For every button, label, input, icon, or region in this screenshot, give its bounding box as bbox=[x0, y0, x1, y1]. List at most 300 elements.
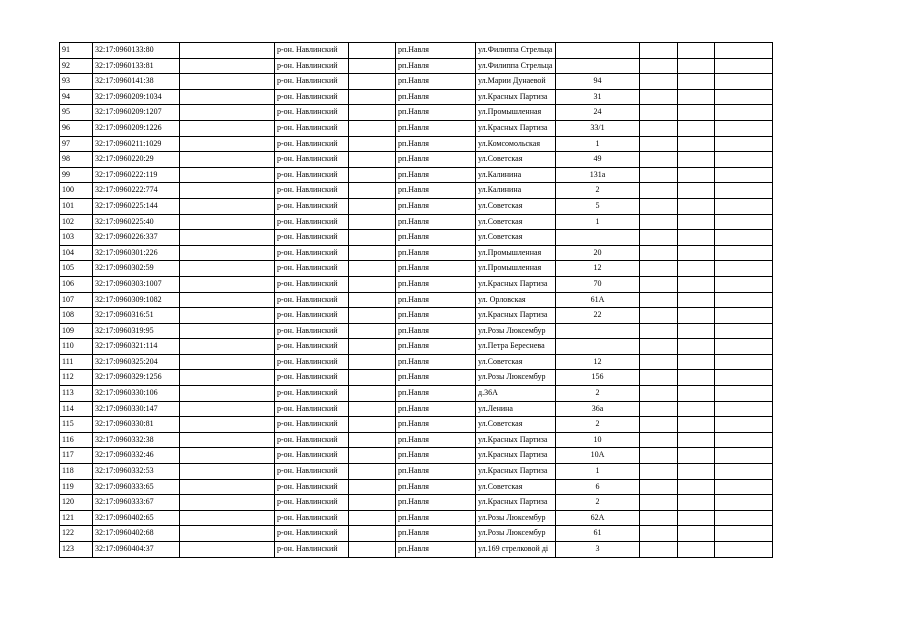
table-row bbox=[60, 432, 773, 448]
empty-cell bbox=[180, 479, 275, 495]
empty-cell bbox=[349, 526, 396, 542]
table-row bbox=[60, 245, 773, 261]
empty-cell bbox=[715, 292, 773, 308]
empty-cell bbox=[640, 183, 678, 199]
street-cell: ул.Советская bbox=[476, 152, 556, 168]
empty-cell bbox=[180, 448, 275, 464]
cadastral-number-cell: 32:17:0960133:81 bbox=[93, 58, 180, 74]
cadastral-number-cell: 32:17:0960332:53 bbox=[93, 464, 180, 480]
table-row bbox=[60, 152, 773, 168]
row-number-cell: 109 bbox=[60, 323, 93, 339]
empty-cell bbox=[678, 526, 715, 542]
row-number-cell: 106 bbox=[60, 276, 93, 292]
cadastral-number-cell: 32:17:0960209:1226 bbox=[93, 120, 180, 136]
row-number-cell: 101 bbox=[60, 198, 93, 214]
cadastral-number-cell: 32:17:0960332:46 bbox=[93, 448, 180, 464]
house-number-cell: 61 bbox=[556, 526, 640, 542]
empty-cell bbox=[349, 401, 396, 417]
settlement-cell: рп.Навля bbox=[396, 323, 476, 339]
empty-cell bbox=[640, 105, 678, 121]
street-cell: ул.Советская bbox=[476, 198, 556, 214]
street-cell: ул.Советская bbox=[476, 417, 556, 433]
empty-cell bbox=[678, 432, 715, 448]
row-number-cell: 114 bbox=[60, 401, 93, 417]
settlement-cell: рп.Навля bbox=[396, 386, 476, 402]
empty-cell bbox=[678, 401, 715, 417]
street-cell: ул.Красных Партиза bbox=[476, 308, 556, 324]
house-number-cell: 22 bbox=[556, 308, 640, 324]
district-cell: р-он. Навлинский bbox=[275, 464, 349, 480]
street-cell: ул.Розы Люксембур bbox=[476, 526, 556, 542]
row-number-cell: 96 bbox=[60, 120, 93, 136]
table-row bbox=[60, 464, 773, 480]
row-number-cell: 111 bbox=[60, 354, 93, 370]
street-cell: ул.Красных Партиза bbox=[476, 89, 556, 105]
street-cell: ул.Советская bbox=[476, 214, 556, 230]
empty-cell bbox=[349, 432, 396, 448]
empty-cell bbox=[180, 198, 275, 214]
settlement-cell: рп.Навля bbox=[396, 43, 476, 59]
empty-cell bbox=[349, 542, 396, 558]
cadastral-number-cell: 32:17:0960402:68 bbox=[93, 526, 180, 542]
row-number-cell: 95 bbox=[60, 105, 93, 121]
district-cell: р-он. Навлинский bbox=[275, 370, 349, 386]
empty-cell bbox=[678, 198, 715, 214]
settlement-cell: рп.Навля bbox=[396, 74, 476, 90]
street-cell: ул.Калинина bbox=[476, 183, 556, 199]
settlement-cell: рп.Навля bbox=[396, 308, 476, 324]
empty-cell bbox=[678, 479, 715, 495]
street-cell: ул.169 стрелковой ді bbox=[476, 542, 556, 558]
house-number-cell: 10 bbox=[556, 432, 640, 448]
empty-cell bbox=[640, 448, 678, 464]
empty-cell bbox=[715, 432, 773, 448]
settlement-cell: рп.Навля bbox=[396, 214, 476, 230]
cadastral-number-cell: 32:17:0960303:1007 bbox=[93, 276, 180, 292]
table-row bbox=[60, 105, 773, 121]
house-number-cell: 2 bbox=[556, 417, 640, 433]
street-cell: ул.Розы Люксембур bbox=[476, 370, 556, 386]
house-number-cell bbox=[556, 323, 640, 339]
house-number-cell bbox=[556, 43, 640, 59]
row-number-cell: 122 bbox=[60, 526, 93, 542]
empty-cell bbox=[640, 74, 678, 90]
row-number-cell: 113 bbox=[60, 386, 93, 402]
house-number-cell: 2 bbox=[556, 183, 640, 199]
empty-cell bbox=[678, 354, 715, 370]
empty-cell bbox=[349, 105, 396, 121]
house-number-cell: 1 bbox=[556, 464, 640, 480]
empty-cell bbox=[715, 448, 773, 464]
cadastral-number-cell: 32:17:0960220:29 bbox=[93, 152, 180, 168]
row-number-cell: 93 bbox=[60, 74, 93, 90]
street-cell: ул.Промышленная bbox=[476, 245, 556, 261]
district-cell: р-он. Навлинский bbox=[275, 432, 349, 448]
empty-cell bbox=[715, 152, 773, 168]
empty-cell bbox=[349, 308, 396, 324]
table-row bbox=[60, 510, 773, 526]
empty-cell bbox=[640, 510, 678, 526]
house-number-cell: 3 bbox=[556, 542, 640, 558]
table-row bbox=[60, 323, 773, 339]
house-number-cell: 36а bbox=[556, 401, 640, 417]
row-number-cell: 94 bbox=[60, 89, 93, 105]
empty-cell bbox=[715, 276, 773, 292]
district-cell: р-он. Навлинский bbox=[275, 230, 349, 246]
cadastral-number-cell: 32:17:0960316:51 bbox=[93, 308, 180, 324]
empty-cell bbox=[715, 120, 773, 136]
empty-cell bbox=[180, 105, 275, 121]
house-number-cell bbox=[556, 339, 640, 355]
house-number-cell: 94 bbox=[556, 74, 640, 90]
empty-cell bbox=[640, 354, 678, 370]
settlement-cell: рп.Навля bbox=[396, 354, 476, 370]
empty-cell bbox=[640, 167, 678, 183]
table-row bbox=[60, 58, 773, 74]
house-number-cell bbox=[556, 58, 640, 74]
empty-cell bbox=[180, 58, 275, 74]
street-cell: ул.Красных Партиза bbox=[476, 120, 556, 136]
empty-cell bbox=[715, 386, 773, 402]
empty-cell bbox=[678, 308, 715, 324]
empty-cell bbox=[678, 261, 715, 277]
cadastral-number-cell: 32:17:0960209:1207 bbox=[93, 105, 180, 121]
table-row bbox=[60, 120, 773, 136]
empty-cell bbox=[715, 214, 773, 230]
settlement-cell: рп.Навля bbox=[396, 136, 476, 152]
empty-cell bbox=[715, 43, 773, 59]
empty-cell bbox=[715, 105, 773, 121]
row-number-cell: 91 bbox=[60, 43, 93, 59]
empty-cell bbox=[349, 43, 396, 59]
district-cell: р-он. Навлинский bbox=[275, 354, 349, 370]
empty-cell bbox=[180, 401, 275, 417]
empty-cell bbox=[715, 167, 773, 183]
district-cell: р-он. Навлинский bbox=[275, 89, 349, 105]
cadastral-number-cell: 32:17:0960141:38 bbox=[93, 74, 180, 90]
house-number-cell: 5 bbox=[556, 198, 640, 214]
row-number-cell: 103 bbox=[60, 230, 93, 246]
table-row bbox=[60, 495, 773, 511]
cadastral-number-cell: 32:17:0960330:81 bbox=[93, 417, 180, 433]
table-row bbox=[60, 417, 773, 433]
empty-cell bbox=[678, 292, 715, 308]
settlement-cell: рп.Навля bbox=[396, 432, 476, 448]
empty-cell bbox=[715, 198, 773, 214]
settlement-cell: рп.Навля bbox=[396, 261, 476, 277]
empty-cell bbox=[180, 261, 275, 277]
cadastral-number-cell: 32:17:0960325:204 bbox=[93, 354, 180, 370]
empty-cell bbox=[180, 120, 275, 136]
cadastral-number-cell: 32:17:0960333:67 bbox=[93, 495, 180, 511]
empty-cell bbox=[180, 89, 275, 105]
table-row bbox=[60, 448, 773, 464]
cadastral-number-cell: 32:17:0960302:59 bbox=[93, 261, 180, 277]
district-cell: р-он. Навлинский bbox=[275, 495, 349, 511]
district-cell: р-он. Навлинский bbox=[275, 448, 349, 464]
street-cell: ул.Комсомольская bbox=[476, 136, 556, 152]
settlement-cell: рп.Навля bbox=[396, 292, 476, 308]
empty-cell bbox=[678, 370, 715, 386]
table-row bbox=[60, 354, 773, 370]
settlement-cell: рп.Навля bbox=[396, 401, 476, 417]
table-row bbox=[60, 230, 773, 246]
district-cell: р-он. Навлинский bbox=[275, 214, 349, 230]
district-cell: р-он. Навлинский bbox=[275, 417, 349, 433]
empty-cell bbox=[349, 370, 396, 386]
house-number-cell bbox=[556, 230, 640, 246]
row-number-cell: 104 bbox=[60, 245, 93, 261]
empty-cell bbox=[715, 136, 773, 152]
table-row bbox=[60, 542, 773, 558]
house-number-cell: 2 bbox=[556, 386, 640, 402]
district-cell: р-он. Навлинский bbox=[275, 198, 349, 214]
house-number-cell: 1 bbox=[556, 136, 640, 152]
street-cell: ул.Филиппа Стрельца bbox=[476, 43, 556, 59]
district-cell: р-он. Навлинский bbox=[275, 152, 349, 168]
empty-cell bbox=[349, 167, 396, 183]
empty-cell bbox=[180, 417, 275, 433]
empty-cell bbox=[349, 74, 396, 90]
district-cell: р-он. Навлинский bbox=[275, 74, 349, 90]
street-cell: ул.Красных Партиза bbox=[476, 432, 556, 448]
street-cell: ул. Орловская bbox=[476, 292, 556, 308]
empty-cell bbox=[640, 230, 678, 246]
house-number-cell: 20 bbox=[556, 245, 640, 261]
settlement-cell: рп.Навля bbox=[396, 370, 476, 386]
empty-cell bbox=[180, 230, 275, 246]
empty-cell bbox=[349, 323, 396, 339]
settlement-cell: рп.Навля bbox=[396, 89, 476, 105]
cadastral-number-cell: 32:17:0960226:337 bbox=[93, 230, 180, 246]
row-number-cell: 110 bbox=[60, 339, 93, 355]
cadastral-number-cell: 32:17:0960329:1256 bbox=[93, 370, 180, 386]
empty-cell bbox=[180, 276, 275, 292]
street-cell: ул.Красных Партиза bbox=[476, 448, 556, 464]
empty-cell bbox=[715, 464, 773, 480]
empty-cell bbox=[678, 245, 715, 261]
table-row bbox=[60, 386, 773, 402]
district-cell: р-он. Навлинский bbox=[275, 120, 349, 136]
row-number-cell: 117 bbox=[60, 448, 93, 464]
street-cell: ул.Петра Береснева bbox=[476, 339, 556, 355]
empty-cell bbox=[349, 152, 396, 168]
settlement-cell: рп.Навля bbox=[396, 510, 476, 526]
street-cell: ул.Красных Партиза bbox=[476, 276, 556, 292]
house-number-cell: 131а bbox=[556, 167, 640, 183]
empty-cell bbox=[349, 89, 396, 105]
empty-cell bbox=[715, 308, 773, 324]
row-number-cell: 99 bbox=[60, 167, 93, 183]
cadastral-number-cell: 32:17:0960222:119 bbox=[93, 167, 180, 183]
cadastral-number-cell: 32:17:0960330:147 bbox=[93, 401, 180, 417]
empty-cell bbox=[640, 370, 678, 386]
table-row bbox=[60, 89, 773, 105]
empty-cell bbox=[640, 401, 678, 417]
empty-cell bbox=[640, 526, 678, 542]
street-cell: ул.Ленина bbox=[476, 401, 556, 417]
empty-cell bbox=[678, 214, 715, 230]
empty-cell bbox=[180, 386, 275, 402]
empty-cell bbox=[180, 370, 275, 386]
empty-cell bbox=[349, 276, 396, 292]
row-number-cell: 105 bbox=[60, 261, 93, 277]
empty-cell bbox=[715, 495, 773, 511]
empty-cell bbox=[640, 308, 678, 324]
district-cell: р-он. Навлинский bbox=[275, 510, 349, 526]
district-cell: р-он. Навлинский bbox=[275, 245, 349, 261]
settlement-cell: рп.Навля bbox=[396, 183, 476, 199]
district-cell: р-он. Навлинский bbox=[275, 167, 349, 183]
empty-cell bbox=[349, 510, 396, 526]
empty-cell bbox=[349, 58, 396, 74]
empty-cell bbox=[349, 339, 396, 355]
table-row bbox=[60, 401, 773, 417]
empty-cell bbox=[180, 74, 275, 90]
empty-cell bbox=[349, 120, 396, 136]
empty-cell bbox=[349, 479, 396, 495]
settlement-cell: рп.Навля bbox=[396, 526, 476, 542]
district-cell: р-он. Навлинский bbox=[275, 401, 349, 417]
empty-cell bbox=[180, 526, 275, 542]
settlement-cell: рп.Навля bbox=[396, 339, 476, 355]
empty-cell bbox=[640, 245, 678, 261]
empty-cell bbox=[640, 464, 678, 480]
cadastral-number-cell: 32:17:0960319:95 bbox=[93, 323, 180, 339]
settlement-cell: рп.Навля bbox=[396, 152, 476, 168]
street-cell: ул.Советская bbox=[476, 230, 556, 246]
settlement-cell: рп.Навля bbox=[396, 167, 476, 183]
empty-cell bbox=[678, 89, 715, 105]
cadastral-number-cell: 32:17:0960404:37 bbox=[93, 542, 180, 558]
street-cell: ул.Промышленная bbox=[476, 105, 556, 121]
empty-cell bbox=[715, 479, 773, 495]
house-number-cell: 70 bbox=[556, 276, 640, 292]
settlement-cell: рп.Навля bbox=[396, 464, 476, 480]
empty-cell bbox=[180, 308, 275, 324]
empty-cell bbox=[678, 58, 715, 74]
empty-cell bbox=[678, 136, 715, 152]
settlement-cell: рп.Навля bbox=[396, 495, 476, 511]
empty-cell bbox=[349, 417, 396, 433]
empty-cell bbox=[349, 245, 396, 261]
row-number-cell: 112 bbox=[60, 370, 93, 386]
settlement-cell: рп.Навля bbox=[396, 245, 476, 261]
row-number-cell: 102 bbox=[60, 214, 93, 230]
house-number-cell: 12 bbox=[556, 354, 640, 370]
empty-cell bbox=[715, 230, 773, 246]
row-number-cell: 123 bbox=[60, 542, 93, 558]
house-number-cell: 24 bbox=[556, 105, 640, 121]
row-number-cell: 118 bbox=[60, 464, 93, 480]
empty-cell bbox=[678, 43, 715, 59]
street-cell: ул.Красных Партиза bbox=[476, 495, 556, 511]
district-cell: р-он. Навлинский bbox=[275, 323, 349, 339]
empty-cell bbox=[715, 183, 773, 199]
empty-cell bbox=[678, 167, 715, 183]
district-cell: р-он. Навлинский bbox=[275, 183, 349, 199]
table-body bbox=[60, 43, 773, 558]
empty-cell bbox=[715, 401, 773, 417]
empty-cell bbox=[640, 542, 678, 558]
settlement-cell: рп.Навля bbox=[396, 198, 476, 214]
empty-cell bbox=[678, 74, 715, 90]
empty-cell bbox=[640, 386, 678, 402]
empty-cell bbox=[640, 495, 678, 511]
street-cell: ул.Калинина bbox=[476, 167, 556, 183]
district-cell: р-он. Навлинский bbox=[275, 386, 349, 402]
empty-cell bbox=[349, 386, 396, 402]
empty-cell bbox=[349, 230, 396, 246]
table-row bbox=[60, 261, 773, 277]
empty-cell bbox=[715, 245, 773, 261]
empty-cell bbox=[678, 339, 715, 355]
empty-cell bbox=[349, 464, 396, 480]
empty-cell bbox=[640, 120, 678, 136]
empty-cell bbox=[678, 120, 715, 136]
empty-cell bbox=[349, 136, 396, 152]
settlement-cell: рп.Навля bbox=[396, 105, 476, 121]
cadastral-number-cell: 32:17:0960321:114 bbox=[93, 339, 180, 355]
table-row bbox=[60, 339, 773, 355]
row-number-cell: 115 bbox=[60, 417, 93, 433]
house-number-cell: 12 bbox=[556, 261, 640, 277]
empty-cell bbox=[678, 510, 715, 526]
cadastral-number-cell: 32:17:0960402:65 bbox=[93, 510, 180, 526]
empty-cell bbox=[640, 43, 678, 59]
empty-cell bbox=[180, 292, 275, 308]
empty-cell bbox=[678, 542, 715, 558]
district-cell: р-он. Навлинский bbox=[275, 542, 349, 558]
table-row bbox=[60, 526, 773, 542]
empty-cell bbox=[349, 448, 396, 464]
row-number-cell: 100 bbox=[60, 183, 93, 199]
house-number-cell: 49 bbox=[556, 152, 640, 168]
house-number-cell: 62А bbox=[556, 510, 640, 526]
row-number-cell: 121 bbox=[60, 510, 93, 526]
empty-cell bbox=[180, 323, 275, 339]
empty-cell bbox=[678, 105, 715, 121]
house-number-cell: 33/1 bbox=[556, 120, 640, 136]
empty-cell bbox=[180, 495, 275, 511]
table-row bbox=[60, 292, 773, 308]
property-table bbox=[59, 42, 773, 558]
empty-cell bbox=[715, 261, 773, 277]
street-cell: ул.Красных Партиза bbox=[476, 464, 556, 480]
district-cell: р-он. Навлинский bbox=[275, 136, 349, 152]
empty-cell bbox=[678, 464, 715, 480]
empty-cell bbox=[678, 386, 715, 402]
district-cell: р-он. Навлинский bbox=[275, 58, 349, 74]
table-row bbox=[60, 479, 773, 495]
empty-cell bbox=[349, 495, 396, 511]
empty-cell bbox=[678, 323, 715, 339]
row-number-cell: 92 bbox=[60, 58, 93, 74]
row-number-cell: 120 bbox=[60, 495, 93, 511]
empty-cell bbox=[640, 479, 678, 495]
empty-cell bbox=[180, 183, 275, 199]
cadastral-number-cell: 32:17:0960211:1029 bbox=[93, 136, 180, 152]
district-cell: р-он. Навлинский bbox=[275, 526, 349, 542]
row-number-cell: 98 bbox=[60, 152, 93, 168]
settlement-cell: рп.Навля bbox=[396, 58, 476, 74]
settlement-cell: рп.Навля bbox=[396, 448, 476, 464]
settlement-cell: рп.Навля bbox=[396, 276, 476, 292]
empty-cell bbox=[180, 542, 275, 558]
district-cell: р-он. Навлинский bbox=[275, 479, 349, 495]
street-cell: ул.Филиппа Стрельца bbox=[476, 58, 556, 74]
empty-cell bbox=[640, 214, 678, 230]
